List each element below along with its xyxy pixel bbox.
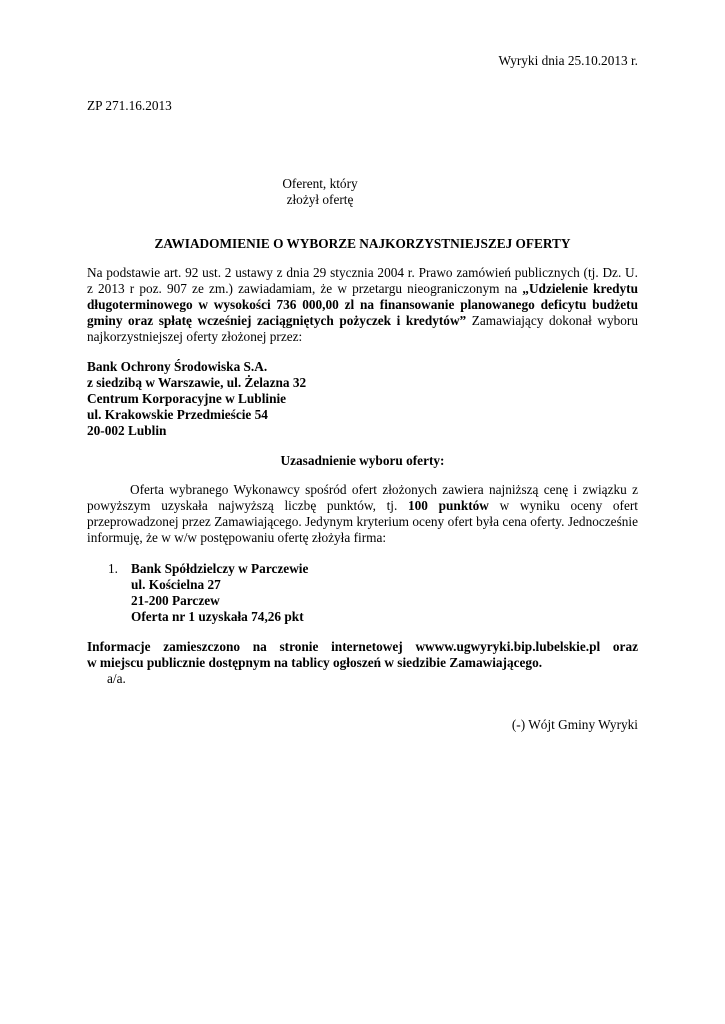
justification-points: 100 punktów [408,498,489,513]
information-line-1: Informacje zamieszczono na stronie internetowej wwww.ugwyryki.bip.lubelskie.pl oraz [87,639,638,654]
offer-line-2: ul. Kościelna 27 [131,577,221,592]
winner-line-1: Bank Ochrony Środowiska S.A. [87,359,268,374]
information-line-2: w miejscu publicznie dostępnym na tablicy ogłoszeń w siedzibie Zamawiającego. [87,655,543,670]
date-line: Wyryki dnia 25.10.2013 r. [498,53,638,68]
signature: (-) Wójt Gminy Wyryki [511,717,638,732]
winner-line-3: Centrum Korporacyjne w Lublinie [87,391,287,406]
offer-line-1: Bank Spółdzielczy w Parczewie [131,561,309,576]
offer-line-3: 21-200 Parczew [131,593,220,608]
intro-tender-name: „Udzielenie kredytu długoterminowego w wysokości 736 000,00 zl na finansowanie planowanego deficytu budżetu gminy oraz spłatę wcześniej zaciągniętych pożyczek i kredytów” [87,281,638,328]
winner-address [87,359,306,439]
document-title: ZAWIADOMIENIE O WYBORZE NAJKORZYSTNIEJSZEJ OFERTY [154,236,571,251]
justification-text-2: w wyniku oceny ofert przeprowadzonej przez Zamawiającego. Jedynym kryterium oceny ofert była cena oferty. Jednocześnie informuję, że w w/w postępowaniu ofertę złożyła firma: [87,498,639,545]
addressee-line-2: złożył ofertę [286,192,354,207]
reference-number: ZP 271.16.2013 [87,98,172,113]
offer-line-4: Oferta nr 1 uzyskała 74,26 pkt [131,609,304,624]
information-note [87,639,638,671]
intro-text-1: Na podstawie art. 92 ust. 2 ustawy z dnia 29 stycznia 2004 r. Prawo zamówień publicznych (tj. Dz. U. z 2013 r poz. 907 ze zm.) zawiadamiam, że w przetargu nieograniczonym na [87,265,638,296]
aa-mark: a/a. [107,671,126,686]
justification-text-1: Oferta wybranego Wykonawcy spośród ofert złożonych zawiera najniższą cenę i związku z powyższym uzyskała najwyższą liczbę punktów, tj. [87,482,638,513]
justification-heading: Uzasadnienie wyboru oferty: [280,453,445,468]
intro-paragraph [87,265,638,345]
winner-line-4: ul. Krakowskie Przedmieście 54 [87,407,268,422]
intro-text-2: Zamawiający dokonał wyboru najkorzystniejszej oferty złożonej przez: [87,313,638,344]
offer-number: 1. [108,561,118,576]
winner-line-2: z siedzibą w Warszawie, ul. Żelazna 32 [87,375,307,390]
addressee [282,176,358,208]
winner-line-5: 20-002 Lublin [87,423,167,438]
justification-paragraph [87,482,638,546]
offer-details [131,561,308,625]
addressee-line-1: Oferent, który [282,176,358,191]
